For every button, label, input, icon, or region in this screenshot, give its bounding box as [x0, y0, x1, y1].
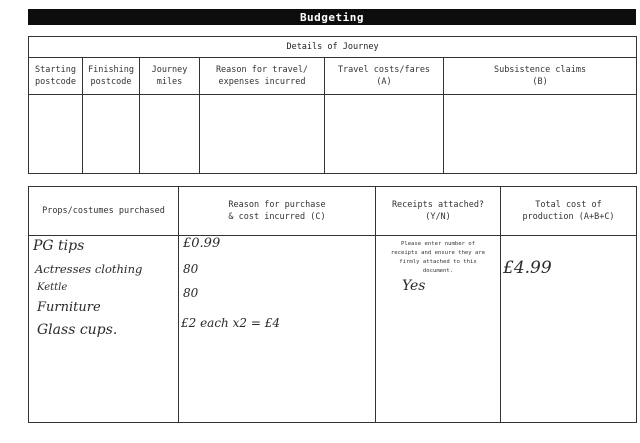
- cell-reason-costs[interactable]: [179, 236, 376, 423]
- total-value: £4.99: [503, 258, 552, 278]
- purchases-table: [28, 186, 637, 423]
- col-total-cost: Total cost of production (A+B+C): [501, 187, 637, 236]
- receipts-note: Please enter number of receipts and ensure they are firmly attached to this document.: [390, 241, 486, 274]
- prop-item: Actresses clothing: [35, 262, 143, 276]
- cost-item: 80: [183, 262, 199, 276]
- cell-starting-postcode[interactable]: [29, 95, 83, 174]
- col-receipts-attached: Receipts attached? (Y/N): [376, 187, 501, 236]
- cell-finishing-postcode[interactable]: [83, 95, 140, 174]
- cell-subsistence[interactable]: [444, 95, 637, 174]
- col-reason-purchase: Reason for purchase & cost incurred (C): [179, 187, 376, 236]
- cell-total-cost[interactable]: [501, 236, 637, 423]
- col-reason-travel: Reason for travel/ expenses incurred: [200, 58, 325, 95]
- cost-item: £2 each x2 = £4: [181, 316, 280, 330]
- journey-table: [28, 36, 637, 174]
- cell-journey-miles[interactable]: [140, 95, 200, 174]
- prop-item: Glass cups.: [37, 322, 118, 338]
- page-title: Budgeting: [28, 9, 636, 25]
- col-starting-postcode: Starting postcode: [29, 58, 83, 95]
- journey-heading: Details of Journey: [29, 37, 637, 58]
- prop-item: Furniture: [37, 300, 101, 315]
- cell-receipts[interactable]: [376, 236, 501, 423]
- cost-item: £0.99: [183, 236, 221, 251]
- col-travel-costs: Travel costs/fares (A): [325, 58, 444, 95]
- col-subsistence: Subsistence claims (B): [444, 58, 637, 95]
- col-journey-miles: Journey miles: [140, 58, 200, 95]
- cell-reason-travel[interactable]: [200, 95, 325, 174]
- col-finishing-postcode: Finishing postcode: [83, 58, 140, 95]
- receipts-value: Yes: [402, 278, 426, 294]
- prop-item: Kettle: [37, 282, 68, 293]
- cell-props-list[interactable]: [29, 236, 179, 423]
- cost-item: 80: [183, 286, 199, 300]
- col-props-purchased: Props/costumes purchased: [29, 187, 179, 236]
- cell-travel-costs[interactable]: [325, 95, 444, 174]
- prop-item: PG tips: [33, 238, 85, 254]
